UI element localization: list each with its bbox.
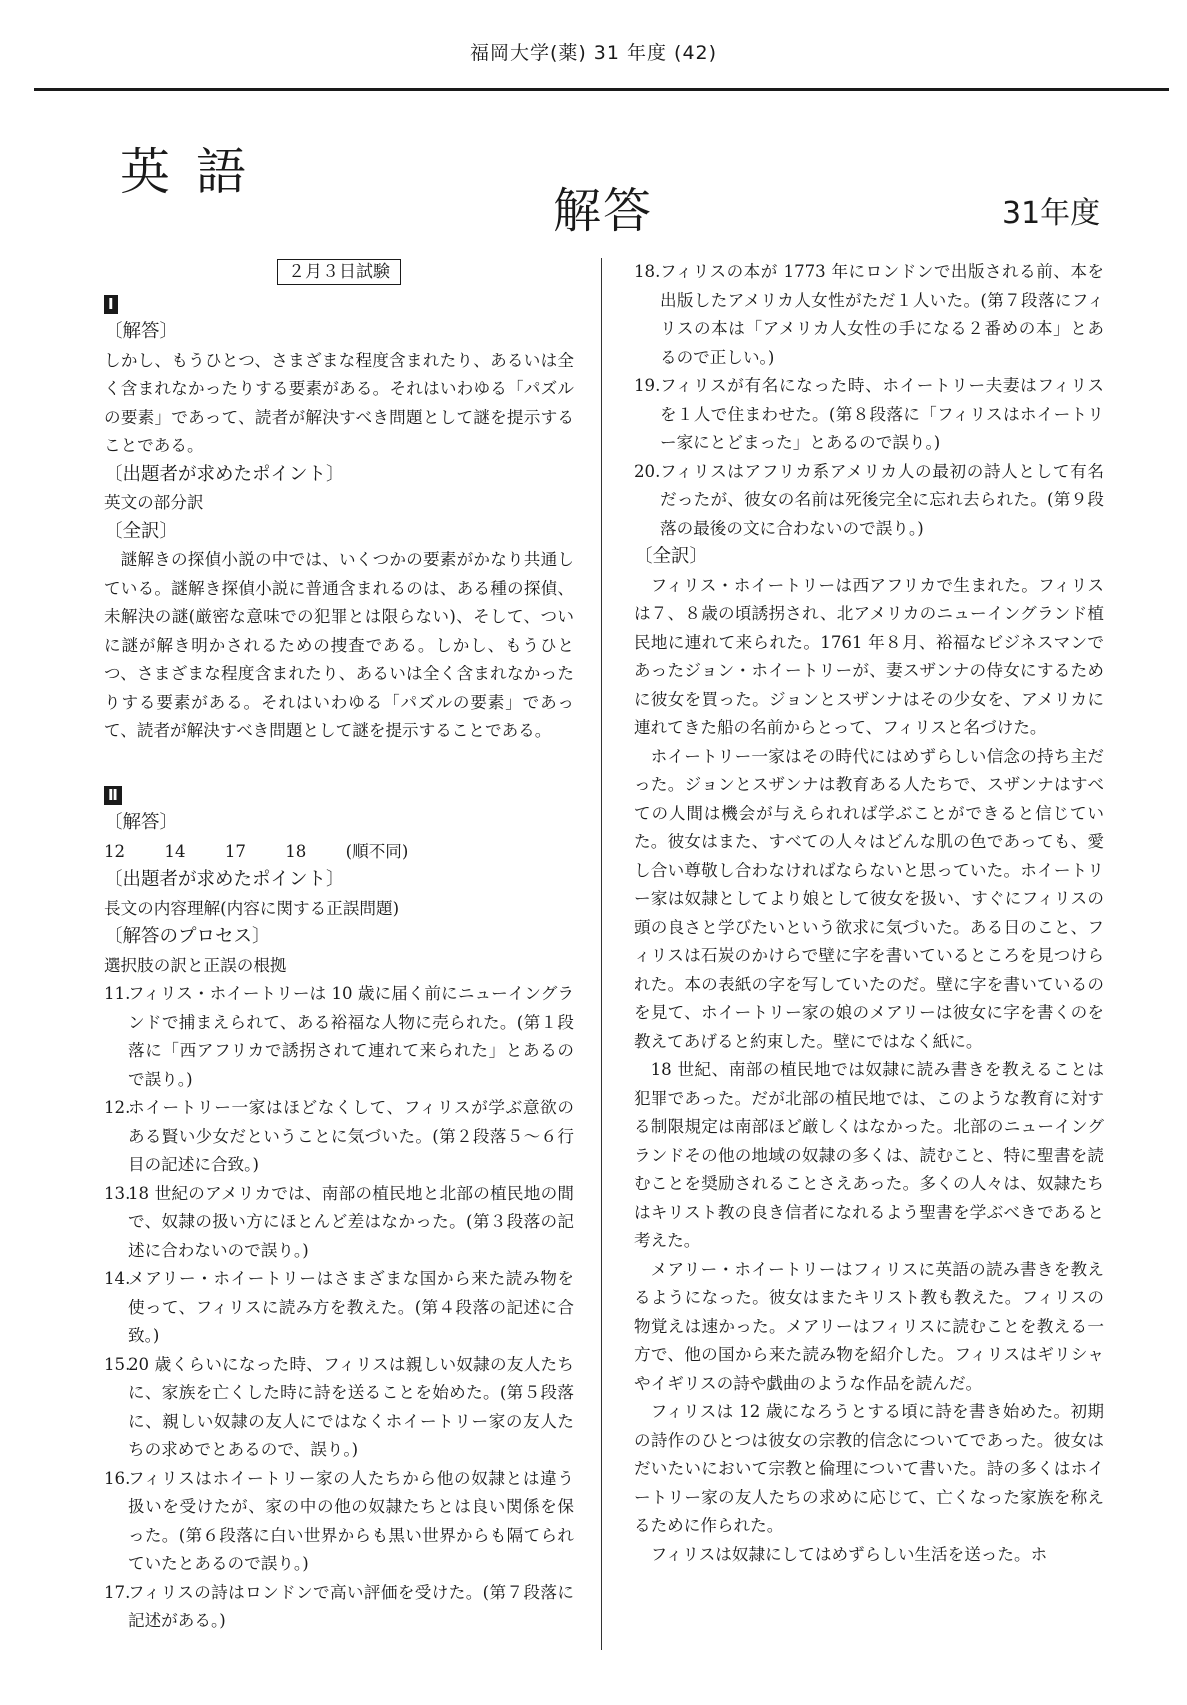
- translation-paragraph: フィリスは奴隷にしてはめずらしい生活を送った。ホ: [650, 1544, 1048, 1564]
- answer-choice: 18: [285, 841, 307, 861]
- translation-paragraph: フィリス・ホイートリーは西アフリカで生まれた。フィリスは７、８歳の頃誘拐され、北アメリカのニューイングランド植民地に連れて来られた。1761 年８月、裕福なビジネスマンであったジョン・ホイートリーが、妻スザンナの侍女にするために彼女を買った。ジョンとスザンナはその少女を、アメリカに連れてきた船の名前からとって、フィリスと名づけた。: [634, 575, 1104, 737]
- item-number: 14.: [104, 1269, 131, 1288]
- item-text: ホイートリー一家はほどなくして、フィリスが学ぶ意欲のある賢い少女だということに気づいた。(第２段落５～６行目の記述に合致。): [128, 1098, 574, 1174]
- item-number: 18.: [634, 262, 661, 281]
- translation-heading: 〔全訳〕: [634, 546, 709, 567]
- item-number: 19.: [634, 376, 661, 395]
- item-number: 20.: [634, 461, 661, 481]
- list-item: [634, 372, 1104, 458]
- answer-heading: 〔解答〕: [104, 321, 179, 342]
- item-number: 12.: [104, 1098, 131, 1117]
- item-text: フィリスの詩はロンドンで高い評価を受けた。(第７段落に記述がある。): [128, 1582, 574, 1630]
- item-text: フィリスはホイートリー家の人たちから他の奴隷とは違う扱いを受けたが、家の中の他の奴隷たちとは良い関係を保った。(第６段落に白い世界からも黒い世界からも隔てられていたとあるので誤り。): [128, 1468, 574, 1573]
- subject-title: 英語: [120, 143, 272, 201]
- answer-title: 解答: [553, 183, 654, 239]
- item-number: 13.: [104, 1183, 131, 1203]
- answer-text: しかし、もうひとつ、さまざまな程度含まれたり、あるいは全く含まれなかったりする要素がある。それはいわゆる「パズルの要素」であって、読者が解決すべき問題として謎を提示することである。: [104, 350, 574, 455]
- item-text: メアリー・ホイートリーはさまざまな国から来た読み物を使って、フィリスに読み方を教えた。(第４段落の記述に合致。): [128, 1269, 574, 1345]
- point-heading: 〔出題者が求めたポイント〕: [104, 463, 345, 485]
- item-text: 20 歳くらいになった時、フィリスは親しい奴隷の友人たちに、家族を亡くした時に詩を送ることを始めた。(第５段落に、親しい奴隷の友人にではなくホイートリー家の友人たちの求めでとあるので、誤り。): [128, 1354, 574, 1459]
- answer-choice: 17: [224, 841, 246, 861]
- point-heading: 〔出題者が求めたポイント〕: [104, 869, 345, 890]
- point-text: 長文の内容理解(内容に関する正誤問題): [104, 898, 400, 918]
- list-item: [634, 458, 1104, 544]
- list-item: [104, 1265, 574, 1351]
- item-number: 15.: [104, 1354, 131, 1374]
- item-number: 16.: [104, 1468, 131, 1488]
- translation-text: 謎解きの探偵小説の中では、いくつかの要素がかなり共通している。謎解き探偵小説に普通含まれるのは、ある種の探偵、未解決の謎(厳密な意味での犯罪とは限らない)、そして、ついに謎が解き明かされるための捜査である。しかし、もうひとつ、さまざまな程度含まれたり、あるいは全く含まれなかったりする要素がある。それはいわゆる「パズルの要素」であって、読者が解決すべき問題として謎を提示することである。: [104, 550, 574, 740]
- section-number-badge: Ⅱ: [104, 786, 122, 805]
- item-text: フィリス・ホイートリーは 10 歳に届く前にニューイングランドで捕まえられて、ある裕福な人物に売られた。(第１段落に「西アフリカで誘拐されて連れて来られた」とあるので誤り。): [128, 984, 574, 1089]
- item-text: 18 世紀のアメリカでは、南部の植民地と北部の植民地の間で、奴隷の扱い方にほとんど差はなかった。(第３段落の記述に合わないので誤り。): [128, 1183, 574, 1260]
- translation-paragraph: メアリー・ホイートリーはフィリスに英語の読み書きを教えるようになった。彼女はまたキリスト教も教えた。フィリスの物覚えは速かった。メアリーはフィリスに読むことを教える一方で、他の国から来た読み物を紹介した。フィリスはギリシャやイギリスの詩や戯曲のような作品を読んだ。: [634, 1259, 1104, 1393]
- process-heading: 〔解答のプロセス〕: [104, 926, 271, 947]
- section-number-badge: Ⅰ: [104, 295, 118, 314]
- item-text: フィリスの本が 1773 年にロンドンで出版される前、本を出版したアメリカ人女性がただ１人いた。(第７段落にフィリスの本は「アメリカ人女性の手になる２番めの本」とあるので正しい。): [660, 262, 1104, 367]
- item-number: 17.: [104, 1582, 131, 1602]
- header-rule: [34, 88, 1169, 91]
- process-text: 選択肢の訳と正誤の根拠: [104, 955, 287, 975]
- year-label: 31年度: [1002, 196, 1101, 231]
- item-text: フィリスが有名になった時、ホイートリー夫妻はフィリスを１人で住まわせた。(第８段落に「フィリスはホイートリー家にとどまった」とあるので誤り。): [660, 376, 1104, 452]
- answer-heading: 〔解答〕: [104, 812, 179, 833]
- exam-date-label: ２月３日試験: [277, 259, 401, 285]
- translation-paragraph: フィリスは 12 歳になろうとする頃に詩を書き始めた。初期の詩作のひとつは彼女の宗教的信念についてであった。彼女はだいたいにおいて宗教と倫理について書いた。詩の多くはホイートリー家の友人たちの求めに応じて、亡くなった家族を称えるために作られた。: [634, 1402, 1104, 1535]
- section-1: [104, 289, 574, 746]
- list-item: [104, 1351, 574, 1465]
- point-text: 英文の部分訳: [104, 493, 204, 512]
- answer-note: (順不同): [345, 841, 409, 861]
- left-column: [104, 258, 574, 1636]
- list-item: [104, 980, 574, 1094]
- list-item: [104, 1180, 574, 1266]
- list-item: [104, 1579, 574, 1636]
- answer-choice: 14: [164, 841, 186, 861]
- answer-choice: 12: [104, 841, 126, 861]
- answer-choices: [104, 838, 574, 867]
- section-2: [104, 780, 574, 1636]
- list-item: [104, 1465, 574, 1579]
- running-header: 福岡大学(薬) 31 年度 (42): [469, 42, 718, 64]
- item-number: 11.: [104, 984, 131, 1003]
- item-text: フィリスはアフリカ系アメリカ人の最初の詩人として有名だったが、彼女の名前は死後完全に忘れ去られた。(第９段落の最後の文に合わないので誤り。): [660, 461, 1104, 538]
- translation-paragraph: 18 世紀、南部の植民地では奴隷に読み書きを教えることは犯罪であった。だが北部の植民地では、このような教育に対する制限規定は南部ほど厳しくはなかった。北部のニューイングランドその他の地域の奴隷の多くは、読むこと、特に聖書を読むことを奨励されることさえあった。多くの人々は、奴隷たちはキリスト教の良き信者になれるよう聖書を学ぶべきであると考えた。: [634, 1060, 1104, 1250]
- column-divider: [601, 258, 602, 1650]
- right-column: [634, 258, 1104, 1569]
- translation-paragraph: ホイートリー一家はその時代にはめずらしい信念の持ち主だった。ジョンとスザンナは教育ある人たちで、スザンナはすべての人間は機会が与えられれば学ぶことができると信じていた。彼女はまた、すべての人々はどんな肌の色であっても、愛し合い尊敬し合わなければならないと思っていた。ホイートリー家は奴隷としてより娘として彼女を扱い、すぐにフィリスの頭の良さと学びたいという欲求に気づいた。ある日のこと、フィリスは石炭のかけらで壁に字を書いているところを見つけられた。本の表紙の字を写していたのだ。壁に字を書いているのを見て、ホイートリー家の娘のメアリーは彼女に字を書くのを教えてあげると約束した。壁にではなく紙に。: [634, 746, 1104, 1051]
- list-item: [104, 1094, 574, 1180]
- list-item: [634, 258, 1104, 372]
- translation-heading: 〔全訳〕: [104, 520, 179, 542]
